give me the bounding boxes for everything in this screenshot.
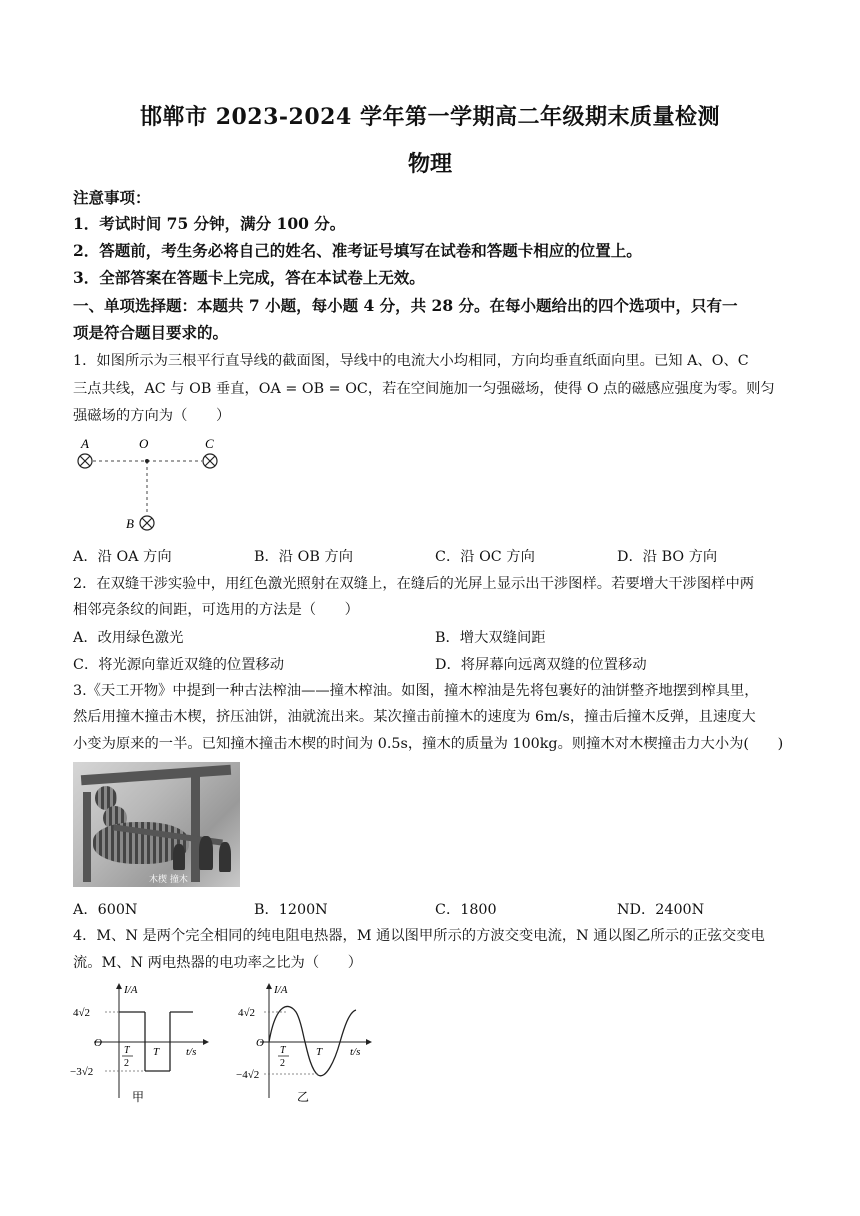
y-axis-arrow-icon [266, 983, 272, 989]
q1-option-b: B．沿 OB 方向 [254, 549, 354, 565]
half-period-den: 2 [280, 1058, 285, 1069]
y-label: I/A [274, 984, 288, 996]
q4-stem: 流。M、N 两电热器的电功率之比为（ ） [73, 955, 363, 971]
q2-option-a: A．改用绿色激光 [73, 630, 184, 646]
q3-stem: 小变为原来的一半。已知撞木撞击木楔的时间为 0.5s，撞木的质量为 100kg。则撞木对木楔撞击力大小为( ) [73, 736, 784, 752]
x-label: t/s [186, 1046, 197, 1058]
q4-graph-square [70, 980, 210, 1108]
section-heading: 一、单项选择题：本题共 7 小题，每小题 4 分，共 28 分。在每小题给出的四个选项中，只有一 [73, 296, 738, 315]
top-value: 4√2 [73, 1007, 91, 1019]
q3-stem: 3.《天工开物》中提到一种古法榨油——撞木榨油。如图，撞木榨油是先将包裹好的油饼整齐地摆到榨具里， [73, 683, 759, 699]
q1-option-c: C．沿 OC 方向 [435, 549, 535, 565]
wire-a-icon [78, 454, 92, 468]
y-axis-arrow-icon [116, 983, 122, 989]
graph-caption: 甲 [132, 1090, 145, 1104]
q1-stem: 三点共线，AC 与 OB 垂直，OA = OB = OC，若在空间施加一匀强磁场，使得 O 点的磁感应强度为零。则匀 [73, 381, 775, 397]
q1-stem: 强磁场的方向为（ ） [73, 408, 231, 424]
q3-option-c: C．1800 [435, 902, 497, 918]
section-heading-cont: 项是符合题目要求的。 [73, 323, 229, 342]
period-label: T [316, 1046, 323, 1058]
q2-option-d: D．将屏幕向远离双缝的位置移动 [435, 657, 647, 673]
top-value: 4√2 [238, 1007, 256, 1019]
label-a: A [81, 436, 89, 451]
q1-wire-figure [70, 432, 230, 537]
label-c: C [205, 436, 214, 451]
bottom-value: −4√2 [236, 1069, 260, 1081]
oil-press-photo [73, 762, 240, 887]
origin-label: O [94, 1037, 102, 1049]
q3-option-d: ND．2400N [617, 902, 705, 918]
wire-b-icon [140, 516, 154, 530]
half-period-num: T [124, 1045, 130, 1056]
q1-stem: 1．如图所示为三根平行直导线的截面图，导线中的电流大小均相同，方向均垂直纸面向里。已知 A、O、C [73, 353, 749, 369]
notice-item: 2．答题前，考生务必将自己的姓名、准考证号填写在试卷和答题卡相应的位置上。 [73, 241, 642, 260]
notice-item: 1．考试时间 75 分钟，满分 100 分。 [73, 214, 346, 233]
notice-heading: 注意事项： [73, 188, 151, 207]
y-label: I/A [124, 984, 138, 996]
q4-graph-sine [236, 980, 376, 1108]
period-label: T [153, 1046, 160, 1058]
q2-stem: 2．在双缝干涉实验中，用红色激光照射在双缝上，在缝后的光屏上显示出干涉图样。若要增大干涉图样中两 [73, 576, 755, 592]
photo-caption: 木楔 撞木 [149, 875, 188, 885]
wire-c-icon [203, 454, 217, 468]
q3-option-a: A．600N [73, 902, 138, 918]
exam-title: 邯郸市 2023-2024 学年第一学期高二年级期末质量检测 [140, 104, 720, 130]
q4-stem: 4．M、N 是两个完全相同的纯电阻电热器，M 通以图甲所示的方波交变电流，N 通以图乙所示的正弦交变电 [73, 928, 765, 944]
x-axis-arrow-icon [366, 1039, 372, 1045]
point-o [145, 459, 149, 463]
q3-stem: 然后用撞木撞击木楔，挤压油饼，油就流出来。某次撞击前撞木的速度为 6m/s，撞击后撞木反弹，且速度大 [73, 709, 756, 725]
half-period-num: T [280, 1045, 286, 1056]
q1-option-d: D．沿 BO 方向 [617, 549, 718, 565]
bottom-value: −3√2 [70, 1066, 94, 1078]
q3-option-b: B．1200N [254, 902, 328, 918]
q2-option-b: B．增大双缝间距 [435, 630, 546, 646]
x-axis-arrow-icon [203, 1039, 209, 1045]
q2-option-c: C．将光源向靠近双缝的位置移动 [73, 657, 285, 673]
q2-stem: 相邻亮条纹的间距，可选用的方法是（ ） [73, 602, 359, 618]
origin-label: O [256, 1037, 264, 1049]
notice-item: 3．全部答案在答题卡上完成，答在本试卷上无效。 [73, 268, 425, 287]
label-b: B [126, 516, 134, 531]
subject-title: 物理 [407, 151, 452, 177]
x-label: t/s [350, 1046, 361, 1058]
label-o: O [139, 436, 149, 451]
half-period-den: 2 [124, 1058, 129, 1069]
q1-option-a: A．沿 OA 方向 [73, 549, 172, 565]
graph-caption: 乙 [297, 1090, 310, 1104]
